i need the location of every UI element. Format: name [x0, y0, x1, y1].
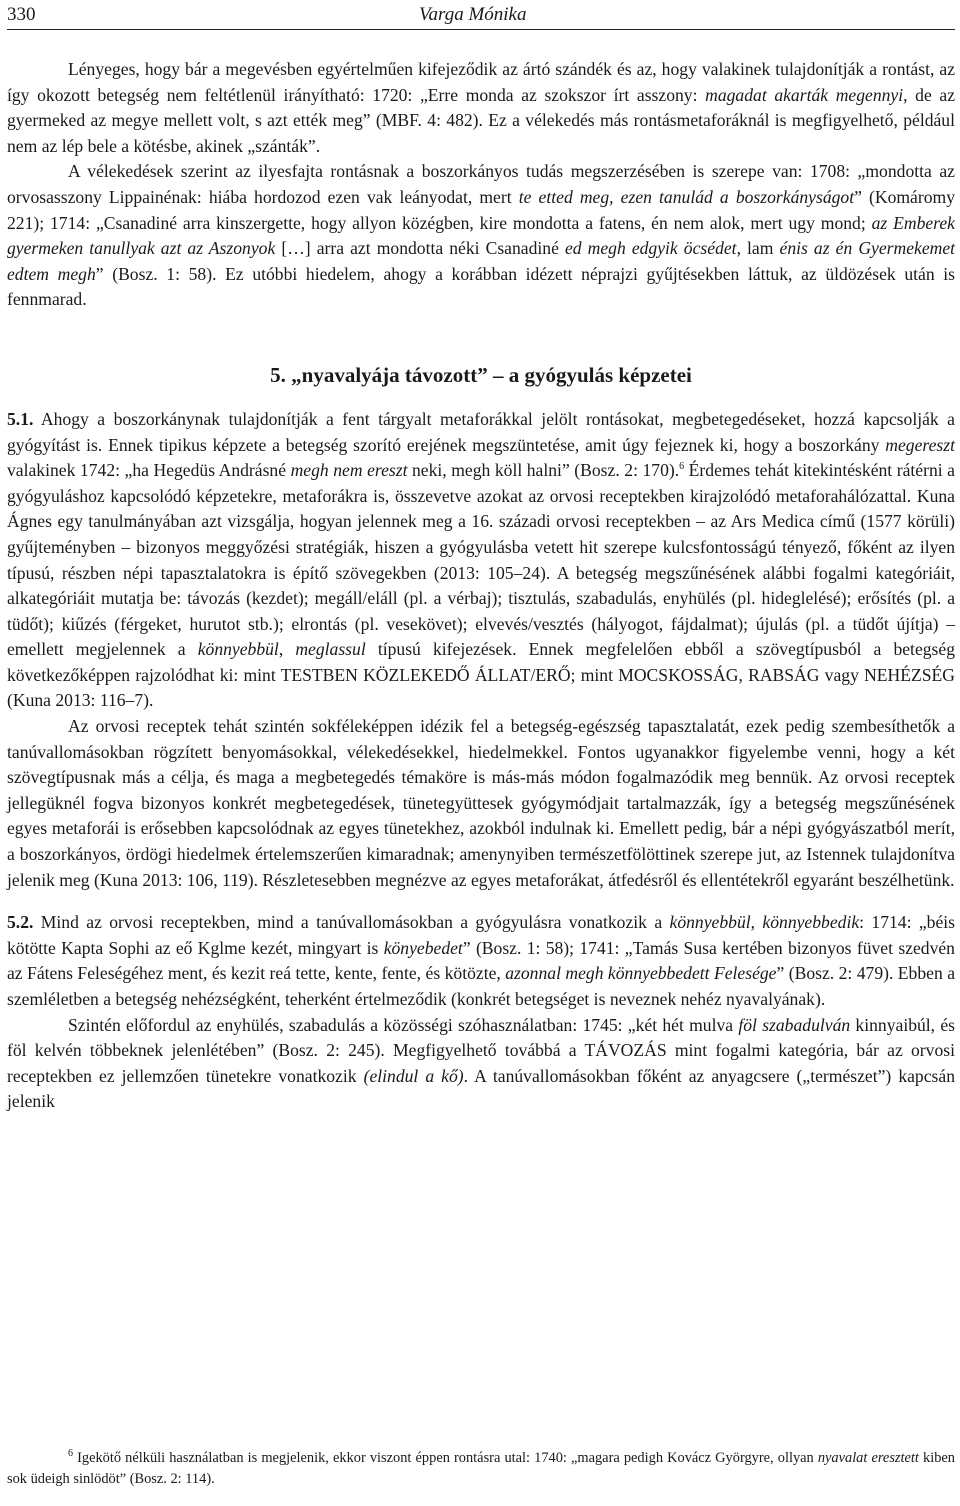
- italic-run: megh nem ereszt: [290, 460, 408, 481]
- text-run: ” (Bosz. 1: 58). Ez utóbbi hiedelem, ahogy a korábban idézett néprajzi gyűjtésekben láttuk, az üldözések után is fennmarad.: [7, 263, 955, 310]
- text-run: , lam: [736, 238, 780, 259]
- italic-run: megereszt: [885, 434, 955, 455]
- text-run: ” (Komáromy 221); 1714: „Csanadiné arra kinszergette, hogy allyon közégben, kire mondotta a fatens, én nem alok, mert ugy mond;: [7, 186, 956, 233]
- paragraph-1: [7, 57, 955, 159]
- text-run: kiben sok üdeigh sinlödöt” (Bosz. 2: 114).: [7, 1450, 955, 1487]
- italic-run: magadat akarták megennyi: [705, 84, 904, 105]
- text-run: Érdemes tehát kitekintésként rátérni a gyógyuláshoz kapcsolódó képzetekre, metaforákra is, összevetve azokat az orvosi receptekben kirajzolódó metaforahálózattal. Kuna Ágnes egy tanulmányában azt vizsgálja, hogyan jelennek meg a 16. századi orvosi receptekben – az Ars Medica című (1577 körüli) gyűjteményben – bizonyos meggyőzési stratégiák, hiszen a gyógyulásba vetett hit szerepe kulcsfontosságú tényező, főként az ilyen típusú, részben népi tapasztalatokra is építő szövegekben (2013: 105–24). A betegség megszűnésének alábbi fogalmi kategóriáit, alkategóriáit mutatja be: távozás (kezdet); megáll/eláll (pl. a vérbaj); tisztulás, szabadulás, enyhülés (pl. hideglelésé); erősítés (pl. a tüdőt); kiűzés (férgeket, hurutot stb.); elrontás (pl. vesekövet); elvevés/vesztés (hályogot, fájdalmat); újulás (pl. a tüdőt újítja) – emellett megjelennek a: [7, 460, 955, 660]
- paragraph-5-2-text: [7, 912, 955, 1009]
- paragraph-5-2: [7, 910, 955, 1012]
- paragraph-4: [7, 714, 955, 893]
- text-run: Ahogy a boszorkánynak tulajdonítják a fent tárgyalt metaforákkal jelölt rontásokat, megbetegedéseket, hozzá kapcsolják a gyógyítást is. Ennek tipikus képzete a betegség szorító erejének megszüntetése, amit úgy fejeznek ki, hogy a boszorkány: [7, 408, 955, 455]
- text-run: Az orvosi receptek tehát szintén sokféleképpen idézik fel a betegség-egészség tapasztalatát, ezek pedig szembesíthetők a tanúvallomásokban rögzített benyomásokkal, vélekedésekkel, hiedelmekkel. Fontos ugyanakkor figyelembe venni, hogy a két szövegtípusnak más a célja, és maga a megbetegedés témaköre is más-más módon fogalmazódik meg bennük. Az orvosi receptek jellegüknél fogva bizonyos konkrét megbetegedések, tünetegyüttesek gyógymódjait tartalmazzák, így a betegség megszűnésének egyes metaforái is erősebben kapcsolódnak az egyes tünetekhez, azokból indulnak ki. Emellett pedig, bár a népi gyógyászatból merít, a boszorkányos, ördögi hiedelmek értelemszerűen kimaradnak; amenynyiben természetfölöttinek szerepe jut, az Istennek tulajdonítva jelenik meg (Kuna 2013: 106, 119). Részletesebben megnézve az egyes metaforákat, átfedésről és ellentétekről egyaránt beszélhetünk.: [7, 716, 955, 890]
- italic-run: (elindul a kő): [363, 1065, 464, 1086]
- running-head: Varga Mónika: [419, 4, 527, 25]
- paragraph-5-1-text: [7, 409, 955, 711]
- italic-run: föl szabadulván: [738, 1014, 851, 1035]
- page-body: [7, 57, 955, 1115]
- text-run: . A tanúvallomásokban főként az anyagcsere („természet”) kapcsán jelenik: [7, 1065, 955, 1112]
- text-run: , de az gyermeked az megye mellett volt, s azt ették meg” (MBF. 4: 482). Ez a vélekedés más rontásmetaforáknál is megfigyelhető, például nem az lép bele a kötésbe, akinek „szánták”.: [7, 84, 956, 156]
- paragraph-2: [7, 159, 955, 313]
- section-number-5-2: 5.2.: [7, 912, 34, 933]
- italic-run: könnyebbül: [669, 912, 751, 933]
- section-heading: 5. „nyavalyája távozott” – a gyógyulás képzetei: [270, 362, 692, 387]
- text-run: Szintén előfordul az enyhülés, szabadulás a közösségi szóhasználatban: 1745: „két hét mulva: [68, 1014, 739, 1035]
- text-run: típusú kifejezések. Ennek megfelelően ebből a szövegtípusból a betegség következőképpen rajzolódhat ki: mint TESTBEN KÖZLEKEDŐ ÁLLAT/ERŐ; mint MOCSKOSSÁG, RABSÁG vagy NEHÉZSÉG (Kuna 2013: 116–7).: [7, 639, 955, 711]
- italic-run: ed megh edgyik öcsédet: [564, 238, 737, 259]
- italic-run: azonnal megh könnyebbedett Felesége: [505, 963, 777, 984]
- text-run: Lényeges, hogy bár a megevésben egyértelműen kifejeződik az ártó szándék és az, hogy valakinek tulajdonítják a rontást, az így okozott betegség nem feltétlenül irányítható: 1720: „Erre monda az szokszor írt asszony:: [7, 59, 955, 105]
- italic-run: meglassul: [295, 639, 366, 660]
- italic-run: az Emberek gyermeken tanullyak azt az Aszonyok: [7, 212, 955, 259]
- text-run: Mind az orvosi receptekben, mind a tanúvallomásokban a gyógyulásra vonatkozik a: [33, 912, 670, 933]
- italic-run: nyavalat eresztett: [817, 1450, 919, 1466]
- text-run: ” (Bosz. 2: 479). Ebben a szemléletben a betegség nehézségként, teherként értelmeződik (konkrét betegséget is neveznek nehéz nyavalyának).: [7, 963, 956, 1009]
- paragraph-5-1: [7, 407, 955, 714]
- footnote-text: [7, 1450, 955, 1487]
- italic-run: könyebedet: [383, 937, 463, 958]
- text-run: Igekötő nélküli használatban is megjelenik, ekkor viszont éppen rontásra utal: 1740: „magara pedigh Kovácz Györgyre, ollyan: [73, 1450, 818, 1466]
- italic-run: könnyebbedik: [762, 912, 860, 933]
- text-run: : 1714: „béis kötötte Kapta Sophi az eő Kglme kezét, mingyart is: [7, 912, 955, 958]
- text-run: ,: [750, 912, 763, 933]
- text-run: […] arra azt mondotta néki Csanadiné: [275, 238, 565, 259]
- footnote: [7, 1448, 955, 1490]
- page-number: 330: [7, 4, 36, 25]
- italic-run: könnyebbül: [197, 639, 279, 660]
- text-run: kinnyaibúl, és föl kelvén többeknek jelenlétében” (Bosz. 2: 245). Megfigyelhető továbbá a TÁVOZÁS mint fogalmi kategória, bár az orvosi receptekben ez jellemzően tünetekre vonatkozik: [7, 1014, 955, 1086]
- text-run: ” (Bosz. 1: 58); 1741: „Tamás Susa kertében bizonyos füvet szedvén az Fátens Feleségéhez ment, és kezit reá tette, kente, fente, és kötözte,: [7, 937, 955, 984]
- text-run: neki, megh köll halni” (Bosz. 2: 170).: [407, 460, 680, 481]
- section-number-5-1: 5.1.: [7, 408, 34, 429]
- page-header: [7, 0, 955, 30]
- paragraph-6: [7, 1013, 955, 1115]
- italic-run: énis az én Gyermekemet edtem megh: [7, 238, 956, 284]
- text-run: ,: [278, 639, 296, 660]
- italic-run: te etted meg, ezen tanulád a boszorkányságot: [518, 186, 855, 207]
- footnote-ref: 6: [679, 461, 685, 473]
- text-run: A vélekedések szerint az ilyesfajta rontásnak a boszorkányos tudás megszerzésében is szerepe van: 1708: „mondotta az orvosasszony Lippainénak: hiába hordozod ezen vak leányodat, mert: [7, 161, 955, 207]
- text-run: valakinek 1742: „ha Hegedüs Andrásné: [7, 460, 291, 481]
- footnote-number: 6: [68, 1448, 73, 1460]
